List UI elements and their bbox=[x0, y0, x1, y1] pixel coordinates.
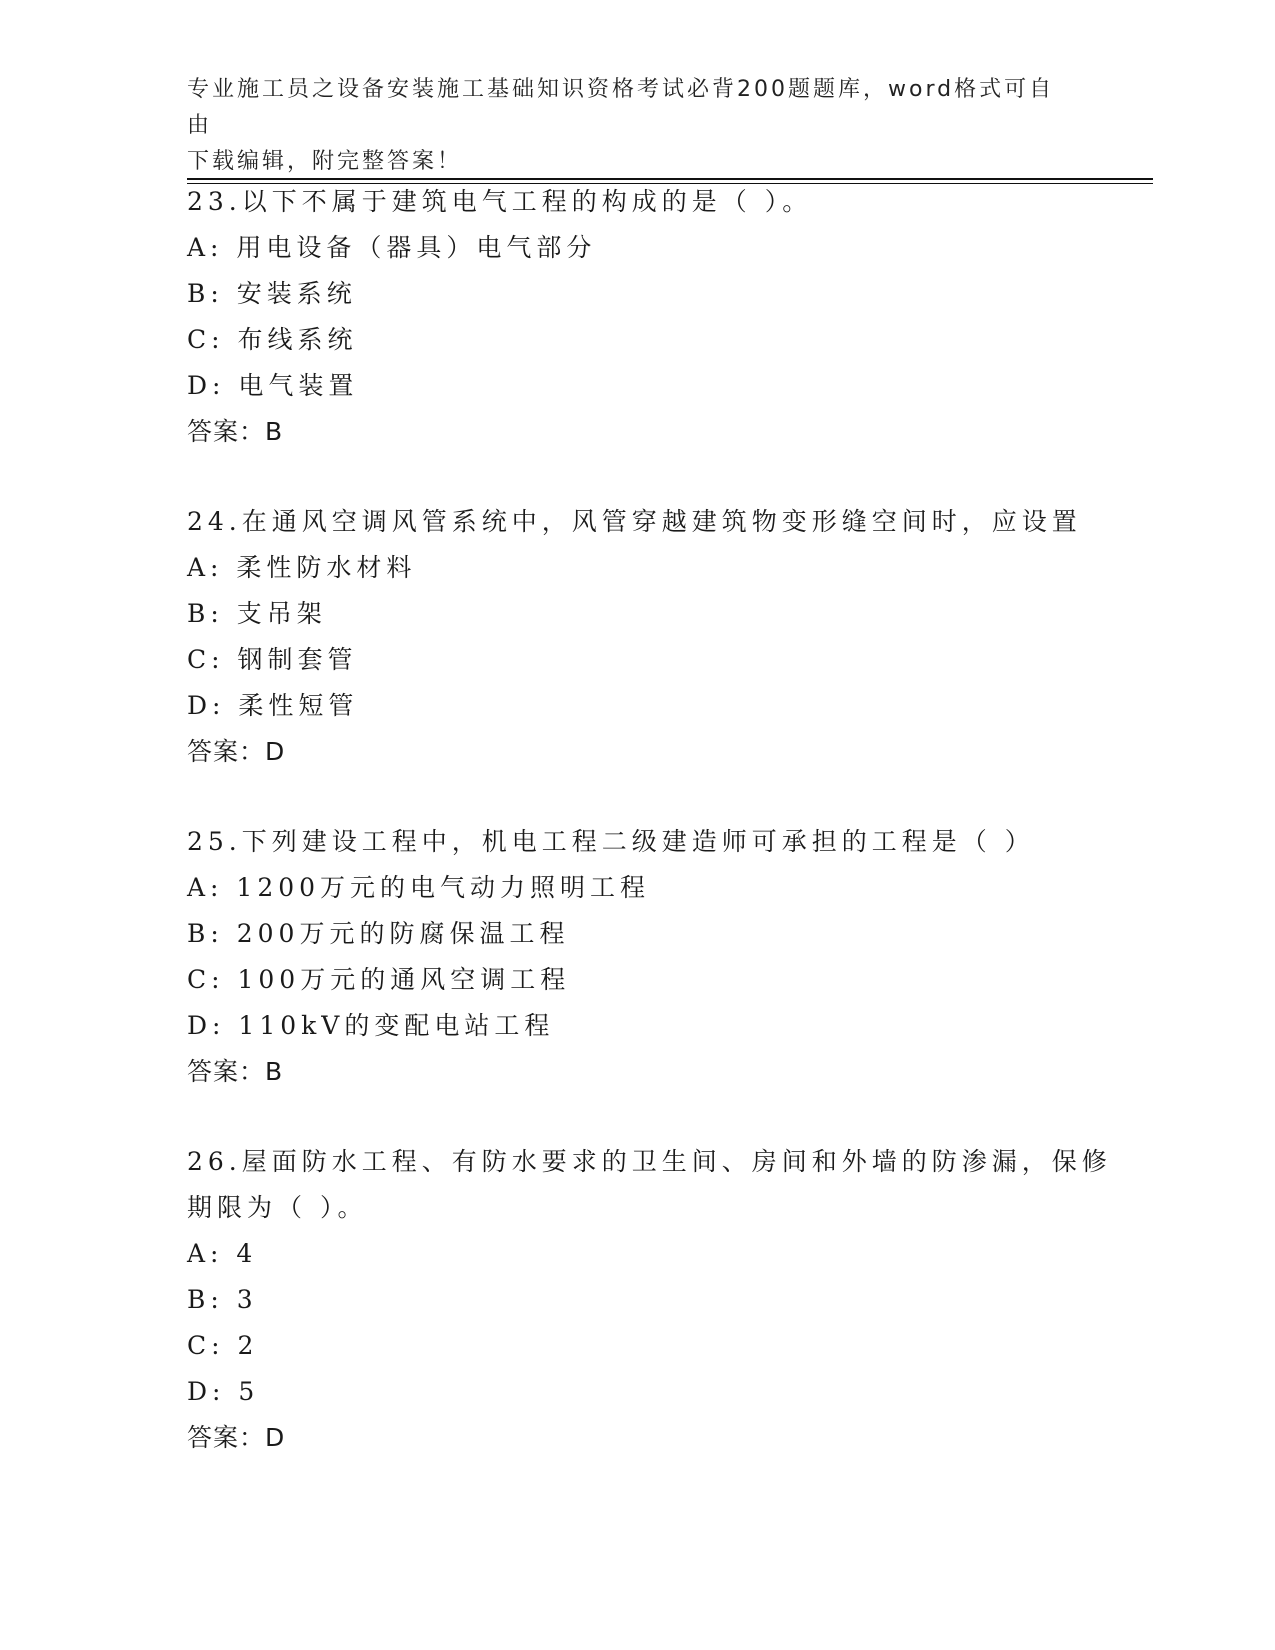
option-a: A: 用电设备（器具）电气部分 bbox=[187, 233, 597, 262]
question-23 bbox=[187, 186, 1087, 462]
question-26 bbox=[187, 1146, 1112, 1468]
option-a: A: 柔性防水材料 bbox=[187, 553, 417, 582]
header-title-line-2: 下载编辑，附完整答案！ bbox=[187, 149, 463, 174]
header-divider-thick bbox=[187, 178, 1153, 180]
option-c: C: 布线系统 bbox=[187, 325, 358, 354]
header-divider-thin bbox=[187, 183, 1153, 184]
answer-label: 答案：B bbox=[187, 1057, 284, 1086]
header-title-line-1: 专业施工员之设备安装施工基础知识资格考试必背200题题库，word格式可自由 bbox=[187, 77, 1055, 138]
question-stem-line-2: 期限为（ ）。 bbox=[187, 1193, 368, 1222]
question-stem: 24.在通风空调风管系统中，风管穿越建筑物变形缝空间时，应设置 bbox=[187, 507, 1082, 536]
option-b: B: 3 bbox=[187, 1285, 258, 1314]
answer-label: 答案：D bbox=[187, 737, 286, 766]
option-d: D: 5 bbox=[187, 1377, 260, 1406]
question-25 bbox=[187, 826, 1087, 1102]
answer-label: 答案：B bbox=[187, 417, 284, 446]
answer-label: 答案：D bbox=[187, 1423, 286, 1452]
option-d: D: 柔性短管 bbox=[187, 691, 359, 720]
option-c: C: 100万元的通风空调工程 bbox=[187, 965, 571, 994]
option-c: C: 钢制套管 bbox=[187, 645, 358, 674]
option-d: D: 电气装置 bbox=[187, 371, 359, 400]
question-stem: 25.下列建设工程中，机电工程二级建造师可承担的工程是（ ） bbox=[187, 827, 1035, 856]
option-a: A: 1200万元的电气动力照明工程 bbox=[187, 873, 651, 902]
option-d: D: 110kV的变配电站工程 bbox=[187, 1011, 555, 1040]
question-24 bbox=[187, 506, 1087, 782]
option-b: B: 安装系统 bbox=[187, 279, 357, 308]
question-stem-line-1: 26.屋面防水工程、有防水要求的卫生间、房间和外墙的防渗漏，保修 bbox=[187, 1147, 1112, 1176]
option-b: B: 200万元的防腐保温工程 bbox=[187, 919, 570, 948]
option-b: B: 支吊架 bbox=[187, 599, 327, 628]
question-stem: 23.以下不属于建筑电气工程的构成的是（ ）。 bbox=[187, 187, 813, 216]
document-header bbox=[187, 72, 1067, 180]
option-c: C: 2 bbox=[187, 1331, 259, 1360]
option-a: A: 4 bbox=[187, 1239, 258, 1268]
